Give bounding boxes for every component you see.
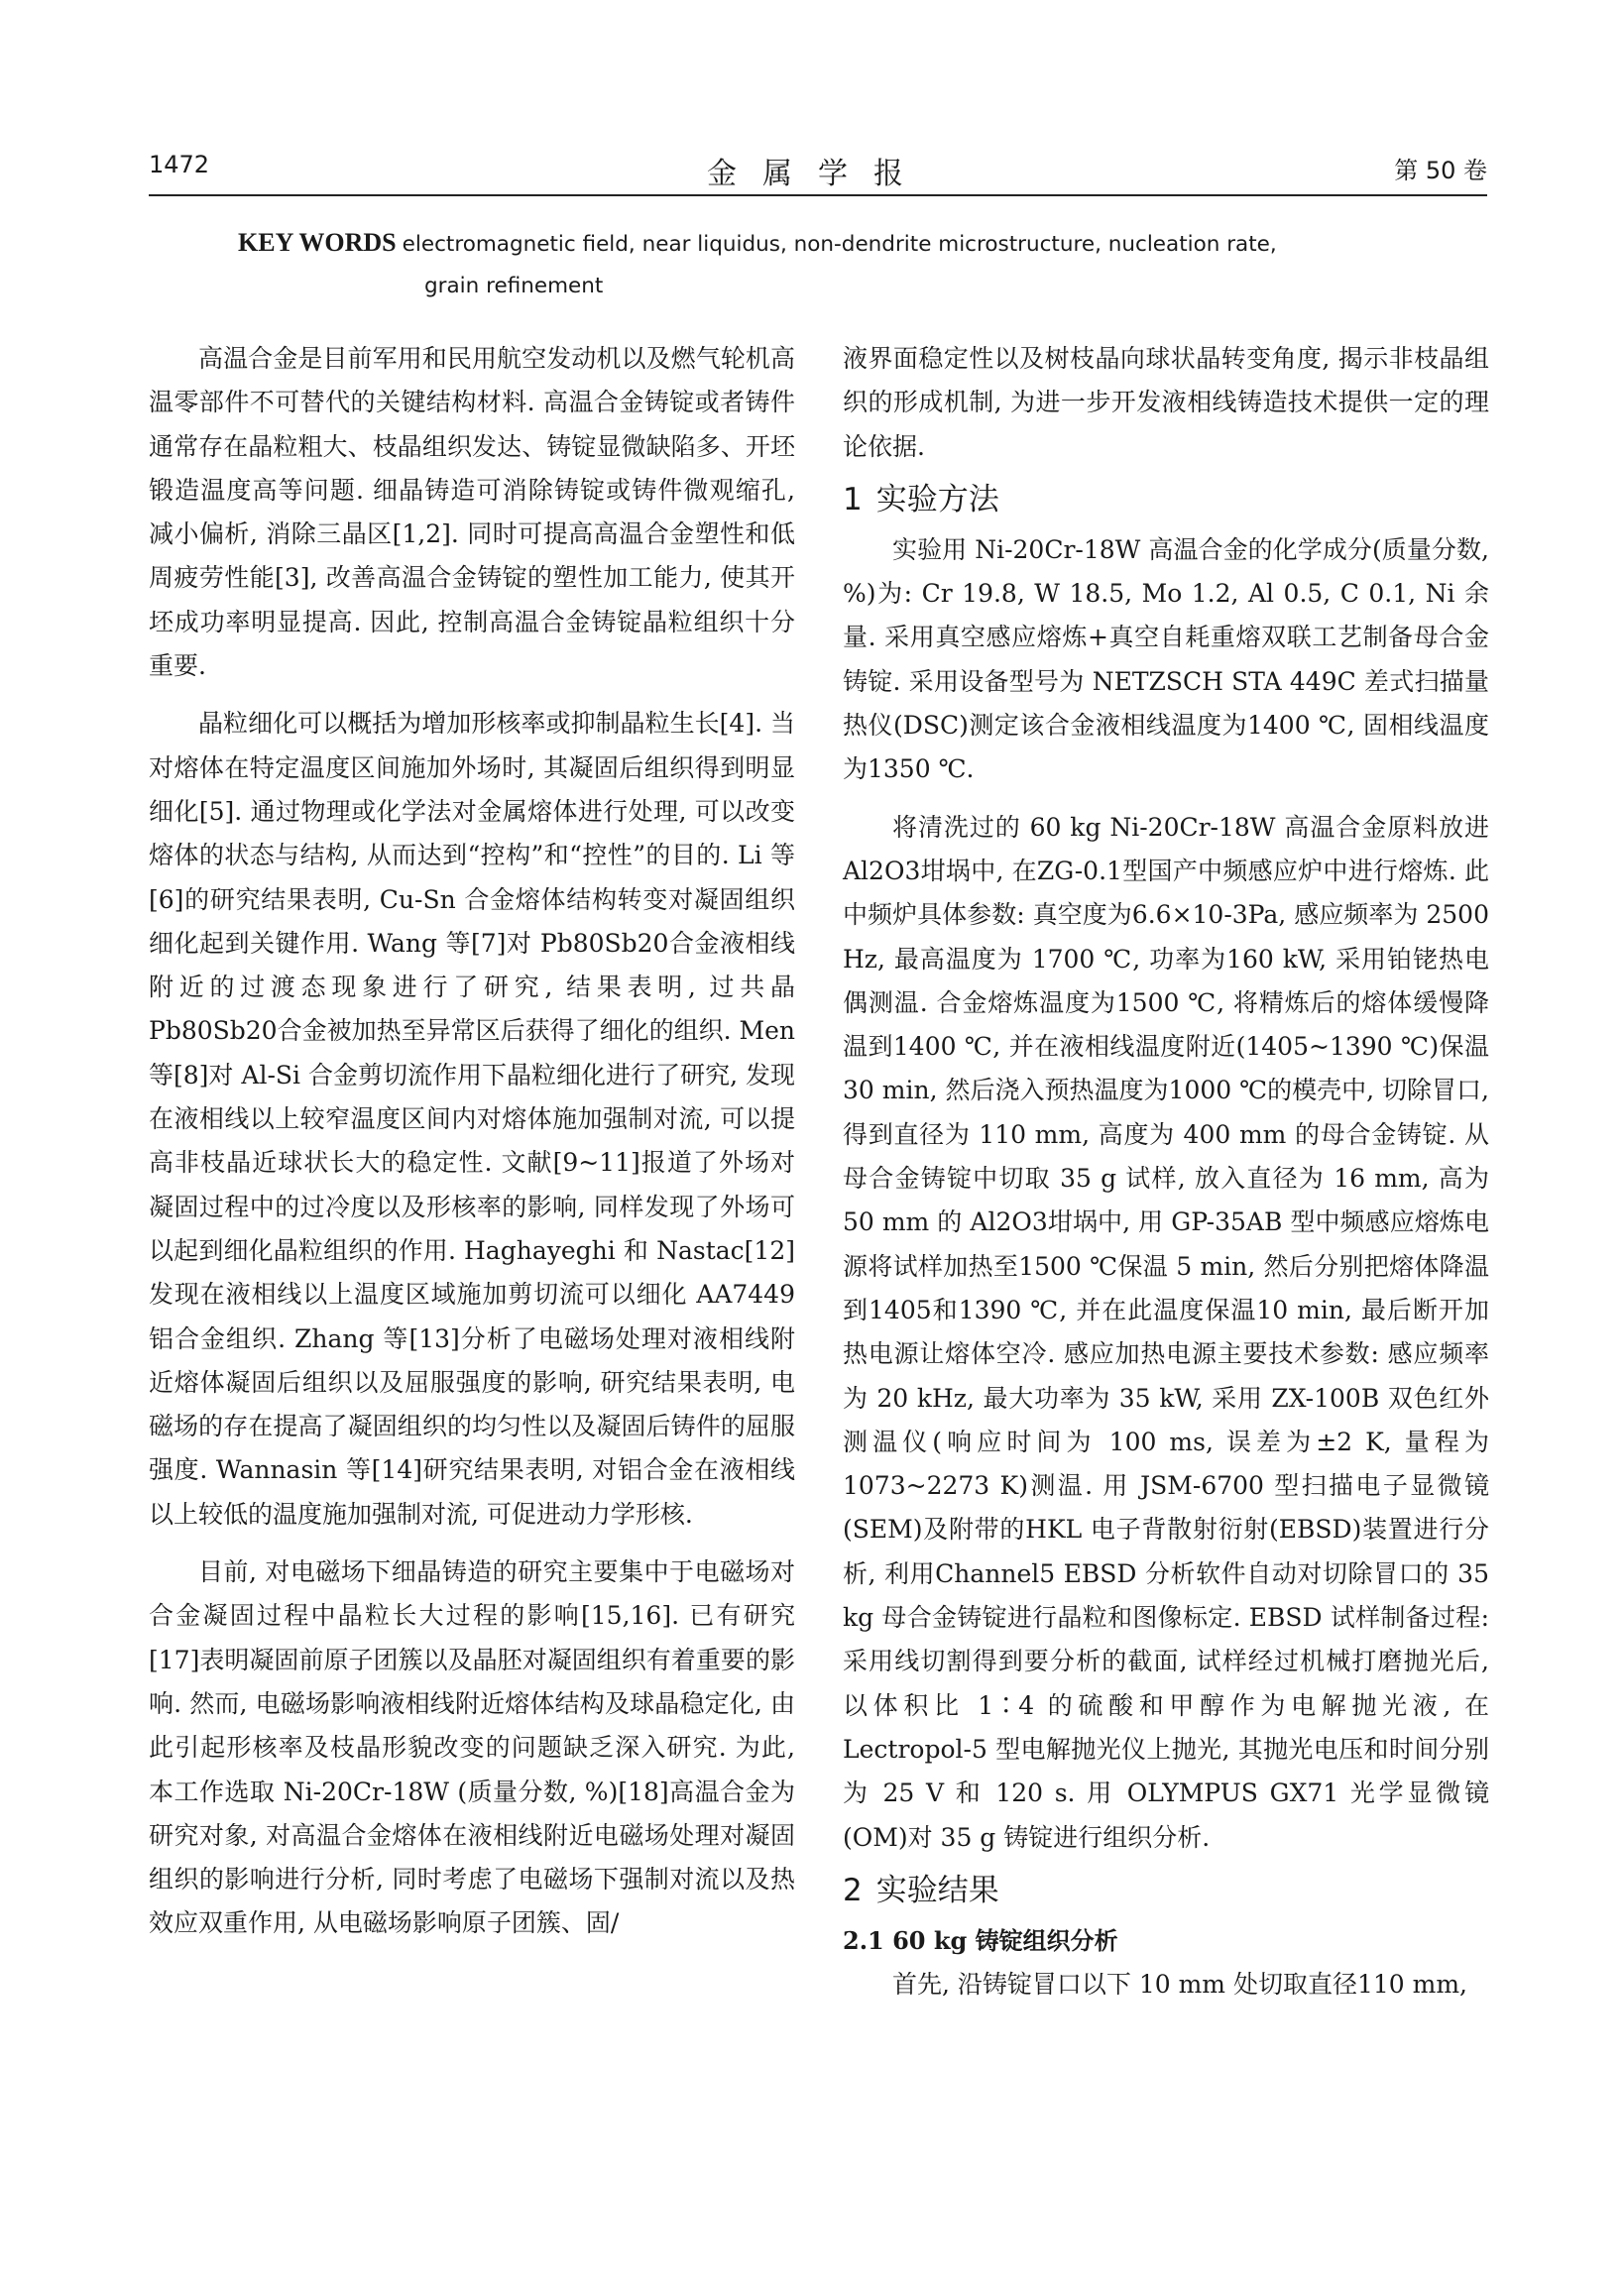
intro-paragraph-2: 晶粒细化可以概括为增加形核率或抑制晶粒生长[4]. 当对熔体在特定温度区间施加外场时, 其凝固后组织得到明显细化[5]. 通过物理或化学法对金属熔体进行处理, 可以改变熔体的状态与结构, 从而达到“控构”和“控性”的目的. Li 等[6]的研究结果表明, Cu-Sn 合金熔体结构转变对凝固组织细化起到关键作用. Wang 等[7]对 Pb80Sb20合金液相线附近的过渡态现象进行了研究, 结果表明, 过共晶 Pb80Sb20合金被加热至异常区后获得了细化的组织. Men 等[8]对 Al-Si 合金剪切流作用下晶粒细化进行了研究, 发现在液相线以上较窄温度区间内对熔体施加强制对流, 可以提高非枝晶近球状长大的稳定性. 文献[9~11]报道了外场对凝固过程中的过冷度以及形核率的影响, 同样发现了外场可以起到细化晶粒组织的作用. Haghayeghi 和 Nastac[12]发现在液相线以上温度区域施加剪切流可以细化 AA7449 铝合金组织. Zhang 等[13]分析了电磁场处理对液相线附近熔体凝固后组织以及屈服强度的影响, 研究结果表明, 电磁场的存在提高了凝固组织的均匀性以及凝固后铸件的屈服强度. Wannasin 等[14]研究结果表明, 对铝合金在液相线以上较低的温度施加强制对流, 可促进动力学形核.: [149, 709, 795, 1529]
journal-title: 金属学报: [707, 157, 929, 191]
keywords-block: [238, 222, 1329, 307]
running-head: [149, 149, 1487, 192]
subsection-heading-2-1: 2.1 60 kg 铸锭组织分析: [843, 1925, 1118, 1955]
section-heading-2: [843, 1866, 1489, 1915]
methods-paragraph-1: 实验用 Ni-20Cr-18W 高温合金的化学成分(质量分数, %)为: Cr 19.8, W 18.5, Mo 1.2, Al 0.5, C 0.1, Ni 余量. 采用真空感应熔炼+真空自耗重熔双联工艺制备母合金铸锭. 采用设备型号为 NETZSCH STA 449C 差式扫描量热仪(DSC)测定该合金液相线温度为1400 ℃, 固相线温度为1350 ℃.: [843, 534, 1489, 784]
section-heading-1: [843, 475, 1489, 524]
section-number: 1: [843, 481, 863, 517]
header-divider: [149, 194, 1487, 196]
keywords-label: KEY WORDS: [238, 228, 397, 257]
methods-paragraph-2: 将清洗过的 60 kg Ni-20Cr-18W 高温合金原料放进Al2O3坩埚中, 在ZG-0.1型国产中频感应炉中进行熔炼. 此中频炉具体参数: 真空度为6.6×10-3Pa, 感应频率为 2500 Hz, 最高温度为 1700 ℃, 功率为160 kW, 采用铂铑热电偶测温. 合金熔炼温度为1500 ℃, 将精炼后的熔体缓慢降温到1400 ℃, 并在液相线温度附近(1405~1390 ℃)保温 30 min, 然后浇入预热温度为1000 ℃的模壳中, 切除冒口, 得到直径为 110 mm, 高度为 400 mm 的母合金铸锭. 从母合金铸锭中切取 35 g 试样, 放入直径为 16 mm, 高为 50 mm 的 Al2O3坩埚中, 用 GP-35AB 型中频感应熔炼电源将试样加热至1500 ℃保温 5 min, 然后分别把熔体降温到1405和1390 ℃, 并在此温度保温10 min, 最后断开加热电源让熔体空冷. 感应加热电源主要技术参数: 感应频率为 20 kHz, 最大功率为 35 kW, 采用 ZX-100B 双色红外测温仪(响应时间为 100 ms, 误差为±2 K, 量程为1073~2273 K)测温. 用 JSM-6700 型扫描电子显微镜(SEM)及附带的HKL 电子背散射衍射(EBSD)装置进行分析, 利用Channel5 EBSD 分析软件自动对切除冒口的 35 kg 母合金铸锭进行晶粒和图像标定. EBSD 试样制备过程: 采用线切割得到要分析的截面, 试样经过机械打磨抛光后, 以体积比 1∶4 的硫酸和甲醇作为电解抛光液, 在 Lectropol-5 型电解抛光仪上抛光, 其抛光电压和时间分别为 25 V 和 120 s. 用 OLYMPUS GX71 光学显微镜(OM)对 35 g 铸锭进行组织分析.: [843, 812, 1489, 1852]
results-paragraph-1: 首先, 沿铸锭冒口以下 10 mm 处切取直径110 mm,: [892, 1969, 1467, 1999]
intro-paragraph-3: 目前, 对电磁场下细晶铸造的研究主要集中于电磁场对合金凝固过程中晶粒长大过程的影响[15,16]. 已有研究[17]表明凝固前原子团簇以及晶胚对凝固组织有着重要的影响. 然而, 电磁场影响液相线附近熔体结构及球晶稳定化, 由此引起形核率及枝晶形貌改变的问题缺乏深入研究. 为此, 本工作选取 Ni-20Cr-18W (质量分数, %)[18]高温合金为研究对象, 对高温合金熔体在液相线附近电磁场处理对凝固组织的影响进行分析, 同时考虑了电磁场下强制对流以及热效应双重作用, 从电磁场影响原子团簇、固/: [149, 1557, 795, 1938]
left-column: [149, 337, 795, 1946]
intro-paragraph-1: 高温合金是目前军用和民用航空发动机以及燃气轮机高温零部件不可替代的关键结构材料. 高温合金铸锭或者铸件通常存在晶粒粗大、枝晶组织发达、铸锭显微缺陷多、开坯锻造温度高等问题. 细晶铸造可消除铸锭或铸件微观缩孔, 减小偏析, 消除三晶区[1,2]. 同时可提高高温合金塑性和低周疲劳性能[3], 改善高温合金铸锭的塑性加工能力, 使其开坯成功率明显提高. 因此, 控制高温合金铸锭晶粒组织十分重要.: [149, 344, 795, 681]
section-title: 实验结果: [875, 1872, 999, 1908]
keywords-line-2: grain refinement: [424, 274, 604, 298]
section-title: 实验方法: [875, 481, 999, 517]
keywords-line-1: electromagnetic field, near liquidus, non-dendrite microstructure, nucleation rate,: [402, 232, 1277, 257]
section-number: 2: [843, 1872, 863, 1908]
intro-paragraph-continued: 液界面稳定性以及树枝晶向球状晶转变角度, 揭示非枝晶组织的形成机制, 为进一步开发液相线铸造技术提供一定的理论依据.: [843, 344, 1489, 461]
page-number: 1472: [149, 151, 210, 178]
volume-label: 第 50 卷: [1394, 157, 1487, 184]
right-column: [843, 337, 1489, 2007]
